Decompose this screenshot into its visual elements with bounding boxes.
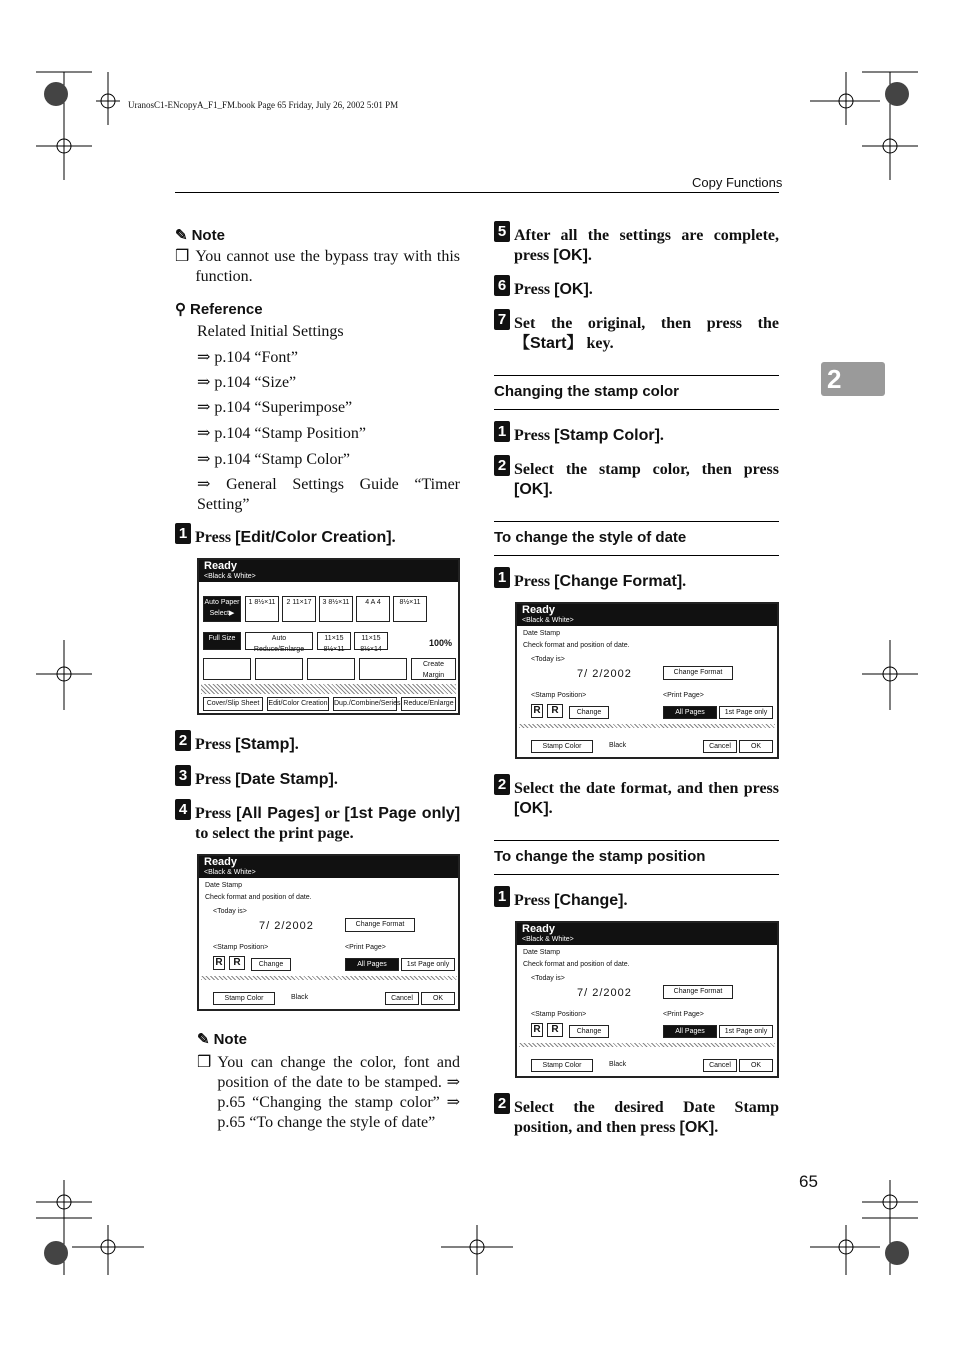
running-header: Copy Functions	[692, 175, 783, 190]
cancel-button[interactable]: Cancel	[385, 992, 419, 1005]
date-stamp-screen: Ready <Black & White> Date Stamp Check format and position of date. <Today is> 7/ 2/2002 Change Format <Stamp Position> <Print Page> R R Change All Pages 1st Page only Stamp Color Black Cancel OK	[515, 602, 779, 759]
today-label: <Today is>	[531, 975, 565, 982]
reference-intro: Related Initial Settings	[197, 323, 344, 340]
change-format-button[interactable]: Change Format	[663, 985, 733, 999]
all-pages-button[interactable]: All Pages	[663, 1025, 717, 1038]
status-ready: Ready	[204, 856, 238, 868]
date-stamp-screen: Ready <Black & White> Date Stamp Check format and position of date. <Today is> 7/ 2/2002 Change Format <Stamp Position> <Print Page> R R Change All Pages 1st Page only Stamp Color Black Cancel OK	[197, 854, 460, 1011]
hatch-bar	[519, 1043, 775, 1047]
print-page-label: <Print Page>	[663, 1011, 704, 1018]
step-7: 7 Set the original, then press the 【Start】 key.	[494, 309, 779, 354]
note-bullet: ❒ You cannot use the bypass tray with this function.	[175, 248, 460, 285]
status-ready: Ready	[522, 923, 556, 935]
all-pages-button[interactable]: All Pages	[663, 706, 717, 719]
hatch-bar	[201, 684, 456, 694]
stamp-position-step-2: 2 Select the desired Date Stamp position, and then press [OK].	[494, 1093, 779, 1138]
status-ready: Ready	[522, 604, 556, 616]
cover-slip-sheet-tab[interactable]: Cover/Slip Sheet	[203, 697, 263, 711]
stamp-color-button[interactable]: Stamp Color	[531, 740, 593, 753]
checkbox-bullet: ❒	[197, 1054, 212, 1071]
reduce-ratio-button[interactable]: 11×15 8½×11	[317, 632, 351, 650]
stamp-color-value: Black	[291, 994, 309, 1001]
date-value: 7/ 2/2002	[577, 987, 632, 999]
mode-button-4[interactable]	[359, 658, 407, 680]
tray-2-button[interactable]: 2 11×17	[282, 596, 316, 622]
note-heading: ✎ Note	[175, 226, 225, 244]
reference-item: ⇒ p.104 “Font”	[197, 349, 298, 366]
step-4: 4 Press [All Pages] or [1st Page only] to select the print page.	[175, 799, 460, 844]
auto-reduce-enlarge-button[interactable]: Auto Reduce/Enlarge	[245, 632, 313, 650]
pencil-icon: ✎	[197, 1031, 210, 1048]
hatch-bar	[201, 976, 457, 980]
stamp-color-value: Black	[609, 742, 627, 749]
create-margin-button[interactable]: Create Margin	[411, 658, 456, 680]
stamp-position-icon: R	[213, 956, 225, 970]
stamp-position-icon: R	[531, 1023, 543, 1037]
change-format-button[interactable]: Change Format	[345, 918, 415, 932]
edit-color-creation-tab[interactable]: Edit/Color Creation	[267, 697, 329, 711]
print-page-label: <Print Page>	[663, 692, 704, 699]
mode-button-1[interactable]	[203, 658, 251, 680]
reduce-enlarge-tab[interactable]: Reduce/Enlarge	[401, 697, 456, 711]
screen-instruction: Check format and position of date.	[523, 961, 630, 968]
mode-button-3[interactable]	[307, 658, 355, 680]
ok-button[interactable]: OK	[739, 740, 773, 753]
stamp-color-step-2: 2 Select the stamp color, then press [OK].	[494, 455, 779, 500]
stamp-position-icon: R	[229, 956, 245, 970]
status-ready: Ready	[204, 560, 238, 572]
screen-title: Date Stamp	[523, 949, 560, 956]
bypass-tray-button[interactable]: 8½×11	[393, 596, 427, 622]
section-heading: Changing the stamp color	[494, 375, 779, 410]
screen-instruction: Check format and position of date.	[205, 894, 312, 901]
cancel-button[interactable]: Cancel	[703, 1059, 737, 1072]
note-heading: ✎ Note	[197, 1030, 247, 1048]
step-6: 6 Press [OK].	[494, 275, 779, 300]
stamp-position-label: <Stamp Position>	[531, 1011, 587, 1018]
today-label: <Today is>	[213, 908, 247, 915]
date-value: 7/ 2/2002	[259, 920, 314, 932]
pencil-icon: ✎	[175, 227, 188, 244]
tray-3-button[interactable]: 3 8½×11	[319, 596, 353, 622]
reference-heading: ⚲ Reference	[175, 300, 263, 318]
reference-item: ⇒ p.104 “Superimpose”	[197, 399, 353, 416]
stamp-color-value: Black	[609, 1061, 627, 1068]
screen-title: Date Stamp	[205, 882, 242, 889]
step-1: 1 Press [Edit/Color Creation].	[175, 523, 460, 548]
stamp-position-step-1: 1 Press [Change].	[494, 886, 779, 911]
screen-title: Date Stamp	[523, 630, 560, 637]
tray-1-button[interactable]: 1 8½×11	[245, 596, 279, 622]
section-heading: To change the style of date	[494, 521, 779, 556]
auto-paper-select-button[interactable]: Auto Paper Select▶	[203, 596, 241, 622]
date-style-step-2: 2 Select the date format, and then press [OK].	[494, 774, 779, 819]
dup-combine-series-tab[interactable]: Dup./Combine/Series	[333, 697, 397, 711]
date-value: 7/ 2/2002	[577, 668, 632, 680]
change-button[interactable]: Change	[569, 706, 609, 719]
chapter-tab: 2	[821, 362, 885, 396]
cancel-button[interactable]: Cancel	[703, 740, 737, 753]
tray-4-button[interactable]: 4 A 4	[356, 596, 390, 622]
reference-item: ⇒ p.104 “Stamp Position”	[197, 425, 366, 442]
copier-main-screen: Ready <Black & White> Auto Paper Select▶ 1 8½×11 2 11×17 3 8½×11 4 A 4 8½×11 Full Size Auto Reduce/Enlarge 11×15 8½×11 11×15 8½×14 100% Create Margin Cover/Slip Sheet Edit/Color Creation Dup./Combine/Series Reduce/Enlarge	[197, 558, 460, 715]
page-number: 65	[799, 1172, 818, 1191]
change-button[interactable]: Change	[251, 958, 291, 971]
reference-item: ⇒ General Settings Guide “Timer Setting”	[197, 476, 460, 513]
date-stamp-screen: Ready <Black & White> Date Stamp Check format and position of date. <Today is> 7/ 2/2002 Change Format <Stamp Position> <Print Page> R R Change All Pages 1st Page only Stamp Color Black Cancel OK	[515, 921, 779, 1078]
today-label: <Today is>	[531, 656, 565, 663]
first-page-only-button[interactable]: 1st Page only	[401, 958, 455, 971]
stamp-color-step-1: 1 Press [Stamp Color].	[494, 421, 779, 446]
note-bullet: ❒ You can change the color, font and position of the date to be stamped. ⇒ p.65 “Changing the stamp color” ⇒ p.65 “To change the style of date”	[197, 1054, 460, 1131]
stamp-position-label: <Stamp Position>	[213, 944, 269, 951]
stamp-color-button[interactable]: Stamp Color	[531, 1059, 593, 1072]
all-pages-button[interactable]: All Pages	[345, 958, 399, 971]
mode-button-2[interactable]	[255, 658, 303, 680]
step-2: 2 Press [Stamp].	[175, 730, 460, 755]
ratio-readout: 100%	[429, 638, 453, 648]
enlarge-ratio-button[interactable]: 11×15 8½×14	[354, 632, 388, 650]
ok-button[interactable]: OK	[739, 1059, 773, 1072]
magnifier-icon: ⚲	[175, 301, 186, 318]
ok-button[interactable]: OK	[421, 992, 455, 1005]
header-rule	[175, 192, 779, 193]
date-style-step-1: 1 Press [Change Format].	[494, 567, 779, 592]
stamp-position-icon: R	[547, 704, 563, 718]
section-heading: To change the stamp position	[494, 840, 779, 875]
reference-item: ⇒ p.104 “Size”	[197, 374, 297, 391]
step-3: 3 Press [Date Stamp].	[175, 765, 460, 790]
first-page-only-button[interactable]: 1st Page only	[719, 706, 773, 719]
stamp-position-label: <Stamp Position>	[531, 692, 587, 699]
stamp-position-icon: R	[531, 704, 543, 718]
book-info-line: UranosC1-ENcopyA_F1_FM.book Page 65 Friday, July 26, 2002 5:01 PM	[128, 100, 399, 110]
checkbox-bullet: ❒	[175, 248, 190, 265]
change-format-button[interactable]: Change Format	[663, 666, 733, 680]
hatch-bar	[519, 724, 775, 728]
first-page-only-button[interactable]: 1st Page only	[719, 1025, 773, 1038]
screen-instruction: Check format and position of date.	[523, 642, 630, 649]
print-page-label: <Print Page>	[345, 944, 386, 951]
reference-item: ⇒ p.104 “Stamp Color”	[197, 451, 350, 468]
change-button[interactable]: Change	[569, 1025, 609, 1038]
stamp-position-icon: R	[547, 1023, 563, 1037]
full-size-button[interactable]: Full Size	[203, 632, 241, 650]
stamp-color-button[interactable]: Stamp Color	[213, 992, 275, 1005]
step-5: 5 After all the settings are complete, press [OK].	[494, 221, 779, 266]
